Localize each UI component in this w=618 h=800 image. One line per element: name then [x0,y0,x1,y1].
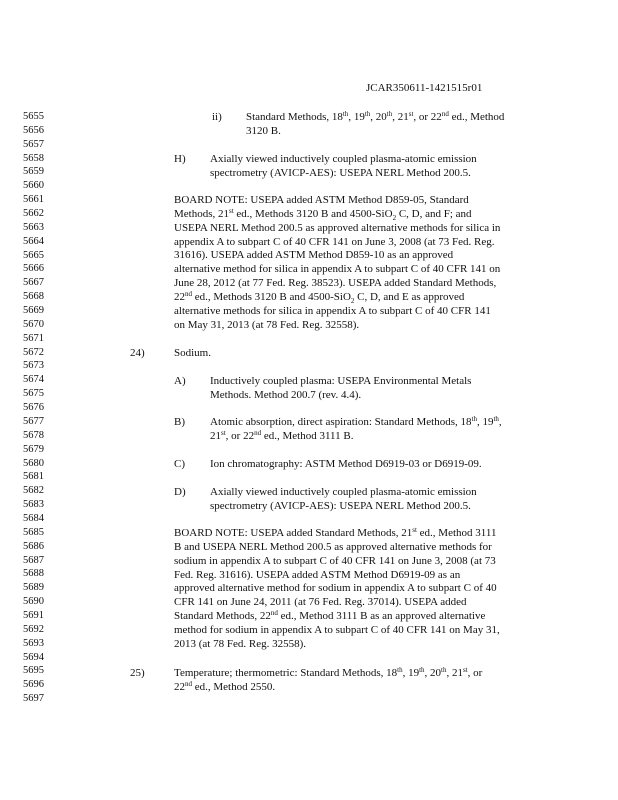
note1-line: USEPA NERL Method 200.5 as approved alternative methods for silica in [174,221,501,234]
item-a-label: A) [174,375,186,387]
item-c-text [210,458,482,472]
line-number: 5689 [23,582,44,594]
line-number: 5679 [23,443,44,455]
line-number: 5690 [23,596,44,608]
note2-line: 2013 (at 78 Fed. Reg. 32558). [174,637,306,650]
line-number: 5687 [23,554,44,566]
note1-line: 31616). USEPA added ASTM Method D859-10 as an approved [174,249,454,262]
item-b-label: B) [174,416,185,428]
line-number: 5667 [23,277,44,289]
d-line: spectrometry (AVICP-AES): USEPA NERL Method 200.5. [210,499,471,512]
line-number: 5663 [23,221,44,233]
line-number: 5677 [23,415,44,427]
line-number: 5692 [23,623,44,635]
line-number: 5681 [23,471,44,483]
i25-line: Temperature; thermometric: Standard Methods, 18th, 19th, 20th, 21st, or [174,666,483,679]
line-number: 5662 [23,208,44,220]
line-number: 5673 [23,360,44,372]
ii-line: 3120 B. [246,124,281,137]
board-note-sodium [174,527,500,652]
board-note-silica [174,194,500,333]
note1-line: Methods, 21st ed., Methods 3120 B and 4500-SiO$_2$ C, D, and F; and [174,206,472,223]
line-number: 5696 [23,679,44,691]
line-number: 5660 [23,180,44,192]
line-number: 5658 [23,152,44,164]
note2-line: B and USEPA NERL Method 200.5 as approved alternative methods for [174,540,492,553]
line-number: 5659 [23,166,44,178]
note1-line: 22nd ed., Methods 3120 B and 4500-SiO$_2$ C, D, and E as approved [174,290,465,306]
item-ii-text [246,111,504,139]
line-number: 5693 [23,637,44,649]
a-line: Methods. Method 200.7 (rev. 4.4). [210,388,362,401]
h-line: Axially viewed inductively coupled plasma-atomic emission [210,153,477,165]
item-24-title: Sodium. [174,347,211,359]
item-24-label: 24) [130,347,145,359]
c-line: Ion chromatography: ASTM Method D6919-03 or D6919-09. [210,458,482,470]
line-number: 5670 [23,318,44,330]
line-number: 5657 [23,138,44,150]
note2-line: BOARD NOTE: USEPA added Standard Methods, 21st ed., Method 3111 [174,526,497,539]
i25-line: 22nd ed., Method 2550. [174,679,276,693]
line-number: 5664 [23,235,44,247]
note2-line: method for sodium in appendix A to subpart C of 40 CFR 141 on May 31, [174,624,500,637]
line-number: 5675 [23,388,44,400]
note1-line: on May 31, 2013 (at 78 Fed. Reg. 32558). [174,318,360,331]
line-number: 5682 [23,485,44,497]
note2-line: sodium in appendix A to subpart C of 40 CFR 141 on June 3, 2008 (at 73 [174,554,496,567]
item-25-text [174,667,482,695]
item-d-text [210,486,477,514]
item-h-label: H) [174,153,186,165]
note2-line: Fed. Reg. 31616). USEPA added ASTM Method D6919-09 as an [174,568,461,581]
note1-line: BOARD NOTE: USEPA added ASTM Method D859-05, Standard [174,194,469,206]
line-number: 5666 [23,263,44,275]
line-number: 5680 [23,457,44,469]
line-number: 5676 [23,402,44,414]
note1-line: June 28, 2012 (at 77 Fed. Reg. 38523). USEPA added Standard Methods, [174,277,497,290]
ii-line: Standard Methods, 18th, 19th, 20th, 21st, or 22nd ed., Method [246,110,505,123]
item-c-label: C) [174,458,185,470]
item-b-text [210,416,502,444]
line-number: 5684 [23,512,44,524]
note1-line: alternative methods for silica in appendix A to subpart C of 40 CFR 141 [174,304,491,317]
line-number: 5688 [23,568,44,580]
line-number: 5691 [23,609,44,621]
line-number: 5683 [23,499,44,511]
b-line: 21st, or 22nd ed., Method 3111 B. [210,428,354,442]
line-number: 5671 [23,332,44,344]
note1-line: alternative method for silica in appendix A to subpart C of 40 CFR 141 on [174,263,501,276]
line-number: 5678 [23,429,44,441]
line-number: 5661 [23,194,44,206]
document-id-header: JCAR350611-1421515r01 [366,82,483,94]
b-line: Atomic absorption, direct aspiration: Standard Methods, 18th, 19th, [210,415,502,428]
line-number: 5672 [23,346,44,358]
line-number: 5697 [23,693,44,705]
item-25-label: 25) [130,667,145,679]
line-number: 5665 [23,249,44,261]
note2-line: Standard Methods, 22nd ed., Method 3111 B as an approved alternative [174,609,486,623]
note2-line: CFR 141 on June 24, 2011 (at 76 Fed. Reg. 37014). USEPA added [174,596,467,609]
d-line: Axially viewed inductively coupled plasma-atomic emission [210,486,477,498]
line-number: 5668 [23,291,44,303]
line-number: 5669 [23,305,44,317]
item-a-text [210,375,471,403]
line-number: 5685 [23,526,44,538]
h-line: spectrometry (AVICP-AES): USEPA NERL Method 200.5. [210,166,471,179]
line-number: 5694 [23,651,44,663]
line-number: 5686 [23,540,44,552]
line-number: 5655 [23,111,44,122]
line-number: 5695 [23,665,44,677]
line-number: 5656 [23,124,44,136]
a-line: Inductively coupled plasma: USEPA Environmental Metals [210,375,472,387]
note2-line: approved alternative method for sodium in appendix A to subpart C of 40 [174,582,497,595]
item-h-text [210,153,477,181]
note1-line: appendix A to subpart C of 40 CFR 141 on June 3, 2008 (at 73 Fed. Reg. [174,235,495,248]
item-d-label: D) [174,486,186,498]
item-ii-label: ii) [212,111,222,123]
line-number: 5674 [23,374,44,386]
